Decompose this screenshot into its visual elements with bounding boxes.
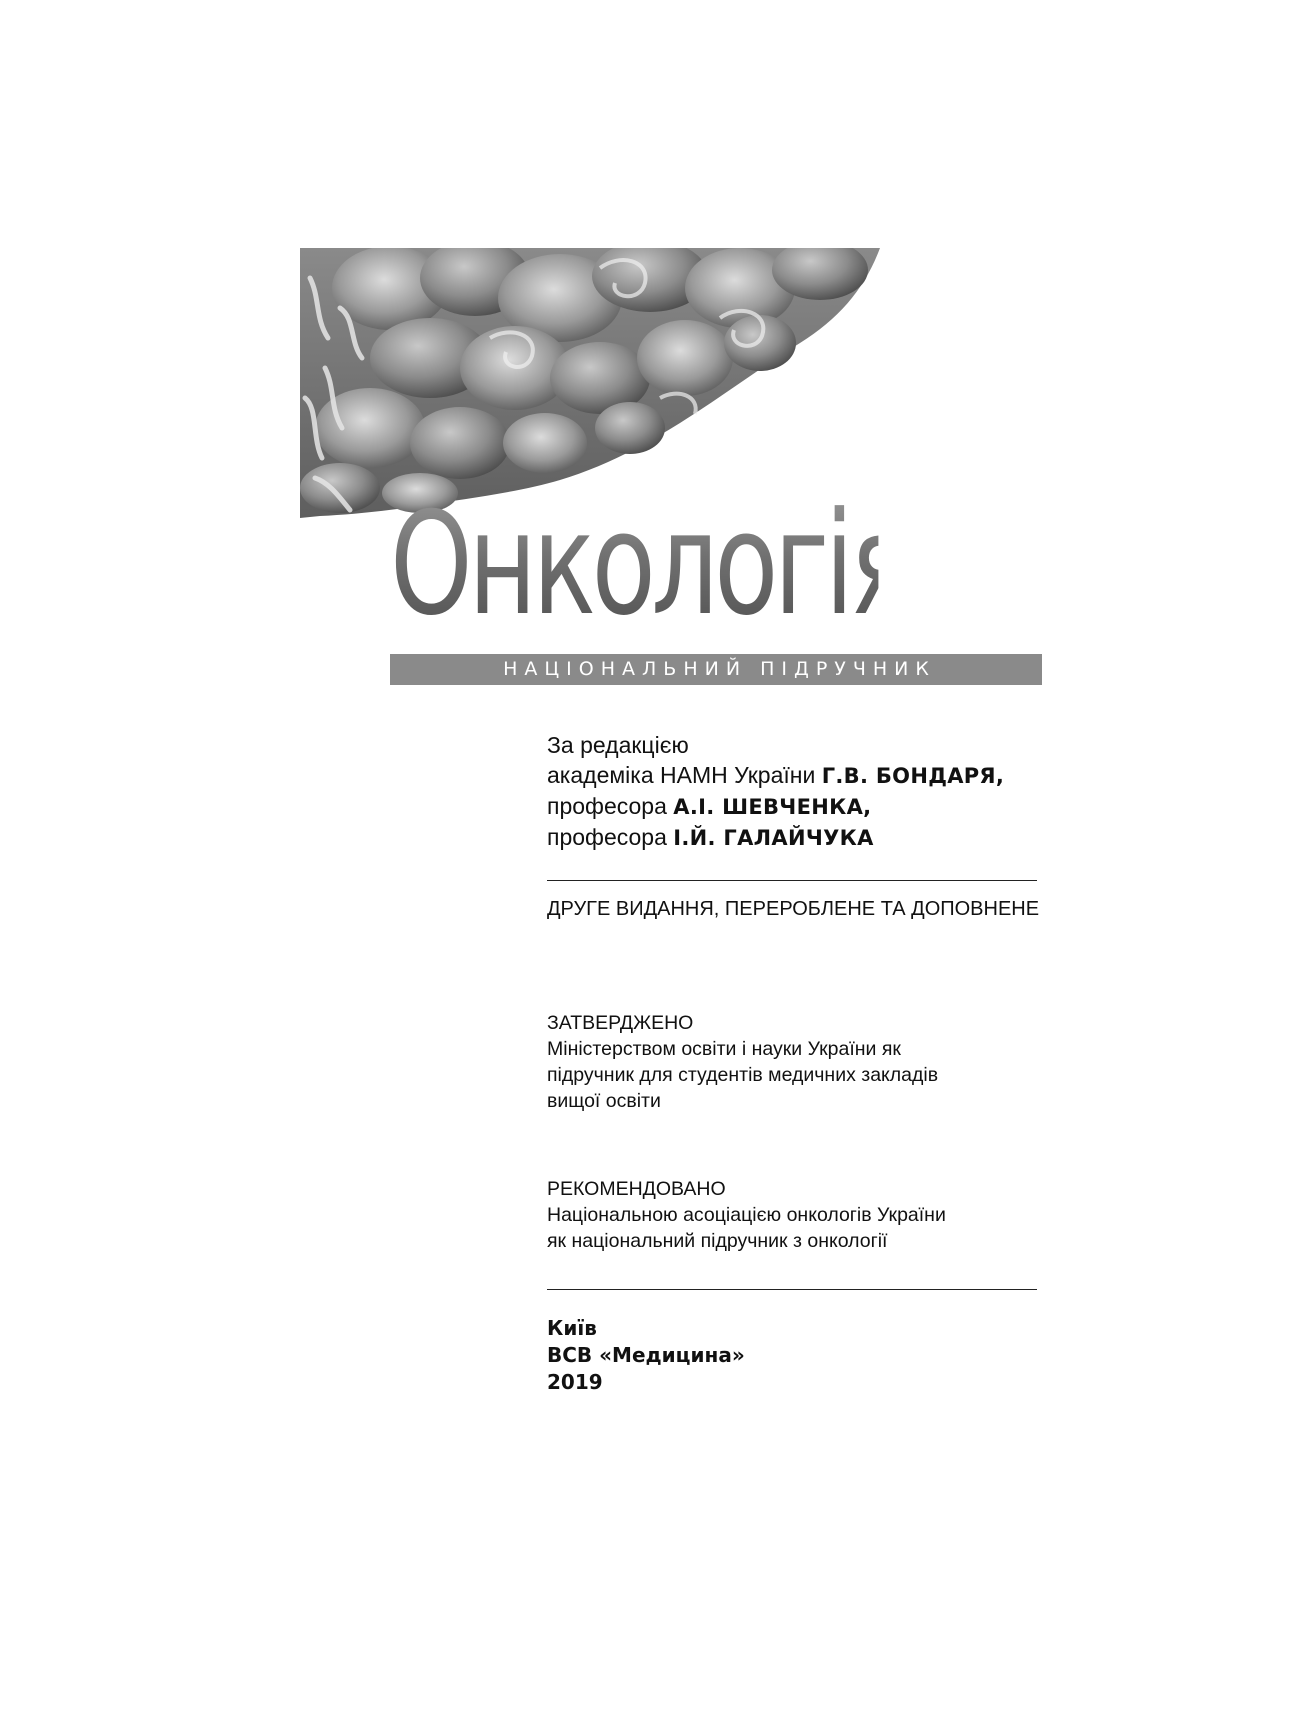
- approval-heading: ЗАТВЕРДЖЕНО: [547, 1012, 694, 1034]
- editor-line-3: [547, 822, 1047, 853]
- recommendation-heading: РЕКОМЕНДОВАНО: [547, 1178, 726, 1200]
- imprint-city: Київ: [547, 1316, 597, 1340]
- divider-bottom: [547, 1289, 1037, 1290]
- editor-3-title: професора: [547, 824, 667, 850]
- recommendation-line-1: Національною асоціацією онкологів України: [547, 1204, 946, 1226]
- imprint-year: 2019: [547, 1370, 603, 1394]
- book-title: Онкологія: [390, 482, 909, 647]
- approval-line-1: Міністерством освіти і науки України як: [547, 1038, 901, 1060]
- editors-intro: За редакцією: [547, 732, 689, 758]
- editor-2-name: А.І. ШЕВЧЕНКА,: [673, 795, 872, 819]
- editor-line-1: [547, 760, 1047, 791]
- editor-2-title: професора: [547, 793, 667, 819]
- edition-note: ДРУГЕ ВИДАННЯ, ПЕРЕРОБЛЕНЕ ТА ДОПОВНЕНЕ: [547, 898, 1040, 920]
- editor-1-title: академіка НАМН України: [547, 762, 816, 788]
- imprint-publisher: ВСВ «Медицина»: [547, 1343, 745, 1367]
- recommendation-block: [547, 1176, 1047, 1254]
- subtitle-banner: [390, 654, 1042, 685]
- divider-top: [547, 880, 1037, 881]
- editor-line-2: [547, 791, 1047, 822]
- approval-line-2: підручник для студентів медичних закладів: [547, 1064, 939, 1086]
- recommendation-line-2: як національний підручник з онкології: [547, 1230, 888, 1252]
- approval-block: [547, 1010, 1047, 1114]
- book-subtitle: НАЦІОНАЛЬНИЙ ПІДРУЧНИК: [503, 658, 936, 680]
- approval-line-3: вищої освіти: [547, 1090, 661, 1112]
- editor-1-name: Г.В. БОНДАРЯ,: [821, 764, 1005, 788]
- imprint-block: [547, 1315, 1047, 1396]
- editors-block: [547, 730, 1047, 853]
- editor-3-name: І.Й. ГАЛАЙЧУКА: [673, 826, 874, 850]
